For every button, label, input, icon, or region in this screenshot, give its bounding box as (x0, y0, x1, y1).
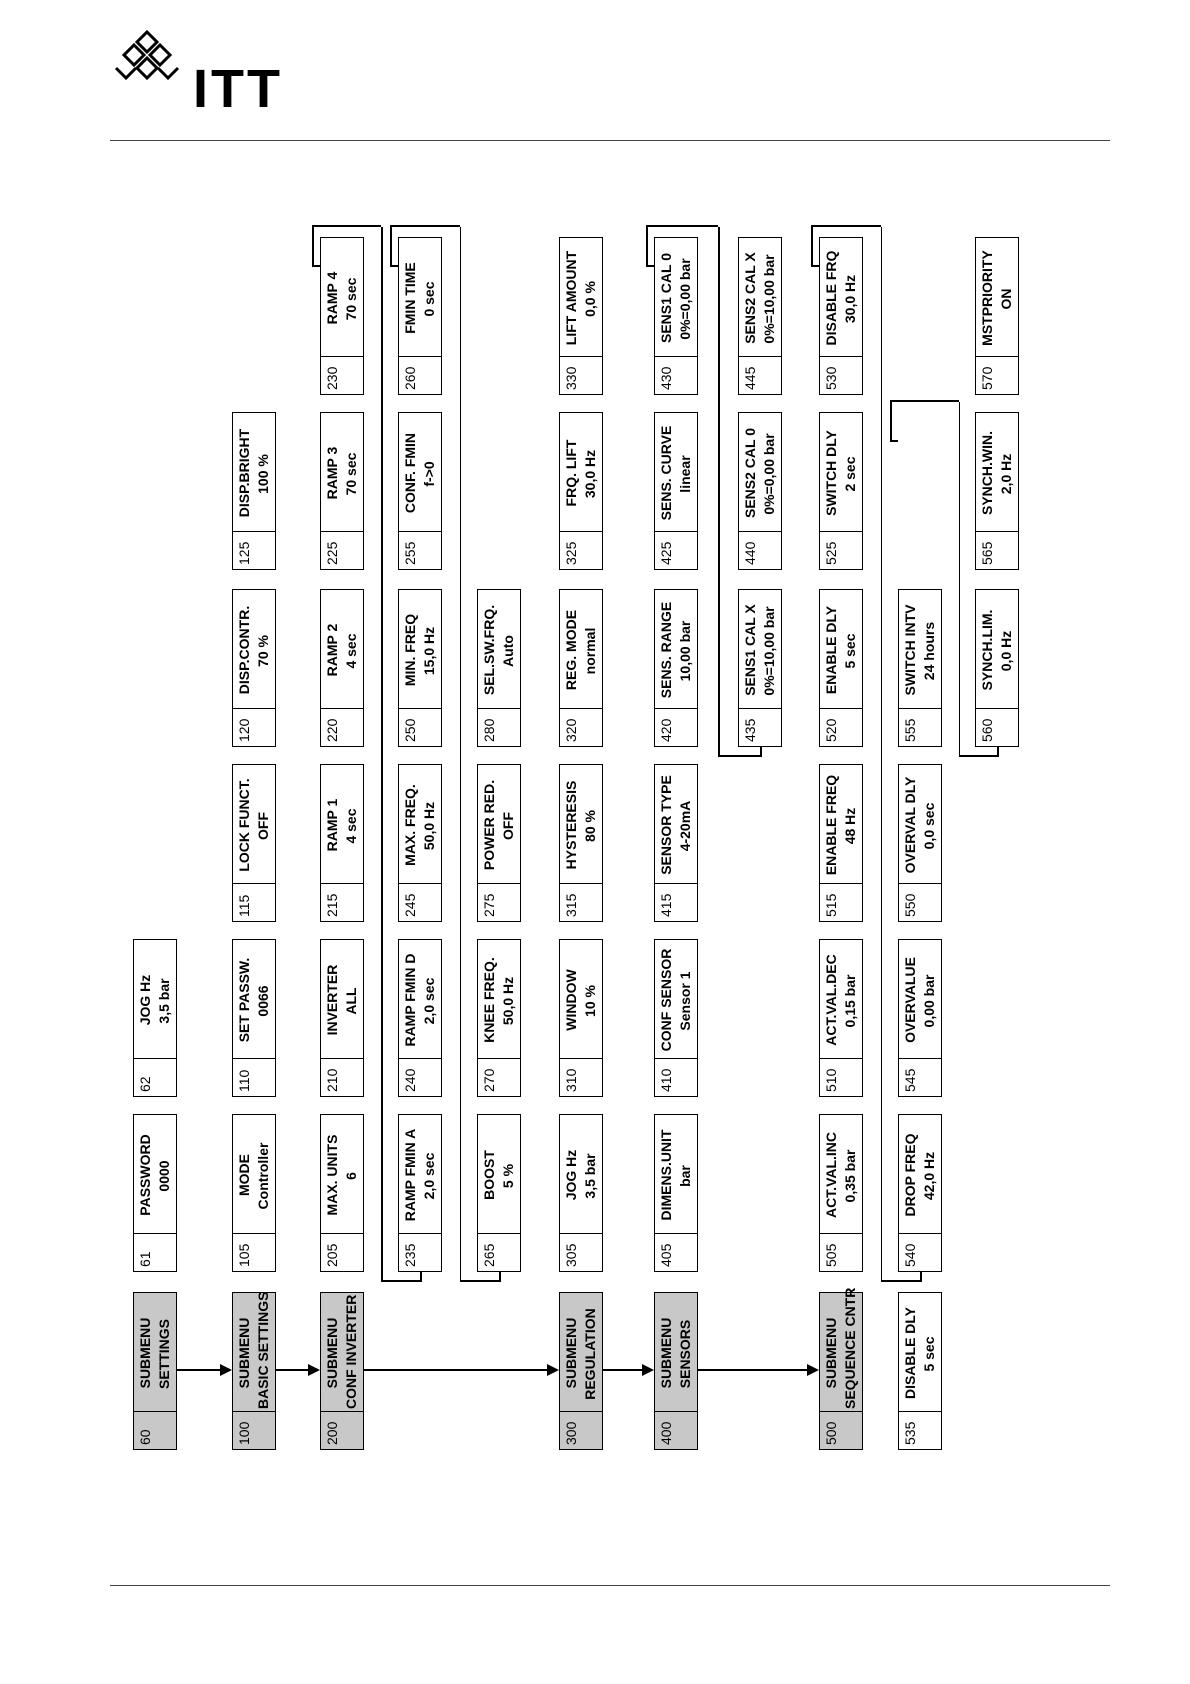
connector-line (390, 227, 392, 267)
parameter-number: 330 (560, 356, 602, 394)
submenu-box (232, 1292, 276, 1450)
connector-line (698, 1369, 809, 1371)
connector-line (603, 1369, 644, 1371)
submenu-box (320, 1292, 364, 1450)
connector-line (920, 1272, 922, 1282)
parameter-value: 2,0 sec (421, 977, 437, 1025)
parameter-value: 15,0 Hz (421, 626, 437, 676)
parameter-value: 0,35 bar (842, 1149, 858, 1203)
parameter-value: 5 % (500, 1163, 516, 1189)
parameter-value: normal (582, 627, 598, 675)
parameter-number: 565 (976, 531, 1018, 569)
menu-parameter-box (320, 1114, 364, 1272)
parameter-name: SENS. RANGE (658, 601, 674, 699)
parameter-name: SYNCH.WIN. (979, 431, 995, 515)
parameter-name: JOG Hz (137, 974, 153, 1026)
parameter-value: 0,0 sec (921, 802, 937, 850)
connector-line (997, 747, 999, 757)
parameter-number: 550 (899, 883, 941, 921)
menu-parameter-box (738, 589, 782, 747)
parameter-number: 320 (560, 708, 602, 746)
parameter-number: 425 (655, 531, 697, 569)
footer-rule (110, 1585, 1110, 1586)
parameter-number: 315 (560, 883, 602, 921)
parameter-number: 125 (233, 531, 275, 569)
parameter-number: 240 (399, 1058, 441, 1096)
flow-arrow-icon (220, 1364, 232, 1376)
menu-parameter-box (654, 1114, 698, 1272)
parameter-value: 0066 (255, 985, 271, 1017)
parameter-number: 300 (560, 1411, 602, 1449)
menu-parameter-box (477, 1114, 521, 1272)
parameter-number: 430 (655, 356, 697, 394)
parameter-value: 5 sec (921, 1336, 937, 1372)
parameter-value: SEQUENCE CNTR (842, 1287, 858, 1409)
parameter-number: 110 (233, 1058, 275, 1096)
connector-line (646, 227, 648, 267)
parameter-name: SUBMENU (658, 1317, 674, 1389)
parameter-name: SENS. CURVE (658, 425, 674, 521)
parameter-value: 48 Hz (842, 807, 858, 845)
menu-parameter-box (559, 412, 603, 570)
parameter-value: 4 sec (343, 633, 359, 669)
parameter-number: 105 (233, 1233, 275, 1271)
parameter-value: 80 % (582, 810, 598, 842)
connector-line (718, 755, 760, 757)
parameter-number: 250 (399, 708, 441, 746)
menu-parameter-box (398, 764, 442, 922)
connector-line (177, 1369, 222, 1371)
parameter-number: 410 (655, 1058, 697, 1096)
parameter-number: 120 (233, 708, 275, 746)
parameter-number: 200 (321, 1411, 363, 1449)
parameter-number: 230 (321, 356, 363, 394)
menu-parameter-box (398, 237, 442, 395)
parameter-name: POWER RED. (481, 779, 497, 871)
parameter-name: SENS1 CAL 0 (658, 253, 674, 343)
parameter-name: WINDOW (563, 969, 579, 1031)
menu-parameter-box (898, 589, 942, 747)
parameter-name: DISABLE FRQ (823, 250, 839, 346)
menu-parameter-box (819, 237, 863, 395)
parameter-name: CONF SENSOR (658, 948, 674, 1052)
parameter-number: 270 (478, 1058, 520, 1096)
parameter-value: 50,0 Hz (500, 976, 516, 1026)
parameter-name: RAMP FMIN A (402, 1128, 418, 1222)
parameter-name: MAX. UNITS (324, 1134, 340, 1216)
menu-parameter-box (232, 1114, 276, 1272)
parameter-value: Sensor 1 (677, 971, 693, 1031)
parameter-value: 100 % (255, 454, 271, 494)
menu-parameter-box (654, 764, 698, 922)
parameter-number: 265 (478, 1233, 520, 1271)
parameter-number: 525 (820, 531, 862, 569)
parameter-name: ENABLE DLY (823, 605, 839, 695)
parameter-name: DISABLE DLY (902, 1306, 918, 1400)
connector-line (381, 227, 383, 1282)
flow-arrow-icon (642, 1364, 654, 1376)
parameter-value: 0000 (156, 1160, 172, 1192)
connector-line (760, 747, 762, 757)
submenu-box (133, 1292, 177, 1450)
parameter-value: 70 sec (343, 277, 359, 321)
parameter-value: 5 sec (842, 633, 858, 669)
parameter-number: 260 (399, 356, 441, 394)
parameter-name: DROP FREQ (902, 1133, 918, 1217)
parameter-name: OVERVAL DLY (902, 776, 918, 874)
parameter-value: 3,5 bar (582, 1153, 598, 1199)
parameter-number: 545 (899, 1058, 941, 1096)
parameter-number: 510 (820, 1058, 862, 1096)
connector-line (390, 225, 460, 227)
parameter-value: 42,0 Hz (921, 1151, 937, 1201)
connector-line (312, 225, 381, 227)
parameter-value: f->0 (421, 461, 437, 487)
menu-parameter-box (398, 1114, 442, 1272)
parameter-value: REGULATION (582, 1308, 598, 1400)
parameter-name: LOCK FUNCT. (236, 778, 252, 872)
menu-parameter-box (559, 939, 603, 1097)
menu-parameter-box (232, 412, 276, 570)
menu-parameter-box (819, 589, 863, 747)
parameter-name: INVERTER (324, 964, 340, 1036)
parameter-number: 445 (739, 356, 781, 394)
menu-parameter-box (320, 589, 364, 747)
parameter-number: 570 (976, 356, 1018, 394)
parameter-value: 0,15 bar (842, 974, 858, 1028)
parameter-name: RAMP 4 (324, 271, 340, 325)
connector-line (460, 1280, 500, 1282)
parameter-number: 560 (976, 708, 1018, 746)
parameter-value: 0%=10,00 bar (761, 606, 777, 696)
parameter-number: 215 (321, 883, 363, 921)
menu-parameter-box (738, 412, 782, 570)
parameter-name: REG. MODE (563, 609, 579, 691)
parameter-number: 100 (233, 1411, 275, 1449)
parameter-number: 505 (820, 1233, 862, 1271)
menu-parameter-box (738, 237, 782, 395)
connector-line (890, 400, 959, 402)
connector-line (718, 227, 720, 757)
parameter-number: 540 (899, 1233, 941, 1271)
parameter-value: ON (998, 288, 1014, 310)
menu-parameter-box (898, 1292, 942, 1450)
parameter-number: 305 (560, 1233, 602, 1271)
parameter-name: SWITCH DLY (823, 430, 839, 516)
parameter-name: ACT.VAL.DEC (823, 954, 839, 1046)
menu-parameter-box (975, 412, 1019, 570)
parameter-number: 245 (399, 883, 441, 921)
parameter-value: 2 sec (842, 456, 858, 492)
parameter-name: SYNCH.LIM. (979, 609, 995, 691)
parameter-number: 415 (655, 883, 697, 921)
parameter-name: RAMP 2 (324, 623, 340, 677)
flow-arrow-icon (547, 1364, 559, 1376)
parameter-number: 275 (478, 883, 520, 921)
menu-parameter-box (559, 764, 603, 922)
menu-parameter-box (559, 1114, 603, 1272)
menu-parameter-box (654, 237, 698, 395)
menu-parameter-box (975, 237, 1019, 395)
parameter-number: 435 (739, 708, 781, 746)
flow-arrow-icon (807, 1364, 819, 1376)
parameter-number: 500 (820, 1411, 862, 1449)
menu-parameter-box (898, 764, 942, 922)
parameter-value: Controller (255, 1142, 271, 1210)
menu-parameter-box (398, 589, 442, 747)
menu-parameter-box (654, 412, 698, 570)
submenu-box (559, 1292, 603, 1450)
parameter-name: SUBMENU (823, 1317, 839, 1389)
parameter-number: 555 (899, 708, 941, 746)
submenu-box (819, 1287, 863, 1450)
itt-logo-icon (112, 28, 182, 98)
parameter-name: SWITCH INTV (902, 604, 918, 696)
menu-parameter-box (559, 589, 603, 747)
parameter-name: SET PASSW. (236, 957, 252, 1043)
parameter-name: RAMP 3 (324, 446, 340, 500)
parameter-name: KNEE FREQ. (481, 957, 497, 1043)
parameter-value: SETTINGS (156, 1319, 172, 1390)
menu-parameter-box (477, 589, 521, 747)
parameter-number: 440 (739, 531, 781, 569)
parameter-number: 225 (321, 531, 363, 569)
menu-parameter-box (320, 237, 364, 395)
parameter-value: OFF (255, 812, 271, 840)
menu-parameter-box (819, 412, 863, 570)
parameter-number: 310 (560, 1058, 602, 1096)
parameter-value: 0,0 % (582, 281, 598, 317)
parameter-name: ENABLE FREQ (823, 774, 839, 876)
parameter-number: 520 (820, 708, 862, 746)
parameter-name: SENSOR TYPE (658, 775, 674, 875)
parameter-name: SUBMENU (236, 1317, 252, 1389)
menu-structure-diagram (115, 185, 1080, 1455)
parameter-value: BASIC SETTINGS (255, 1291, 271, 1409)
parameter-value: 0,0 Hz (998, 630, 1014, 672)
parameter-number: 220 (321, 708, 363, 746)
menu-parameter-box (232, 939, 276, 1097)
parameter-value: Auto (500, 635, 516, 667)
parameter-name: RAMP FMIN D (402, 953, 418, 1047)
connector-line (460, 227, 462, 1282)
menu-parameter-box (133, 1114, 177, 1272)
menu-parameter-box (232, 764, 276, 922)
parameter-value: 70 % (255, 635, 271, 667)
parameter-value: CONF INVERTER (343, 1294, 359, 1409)
parameter-name: DISP.CONTR. (236, 605, 252, 695)
parameter-name: FRQ. LIFT (563, 439, 579, 507)
menu-parameter-box (477, 939, 521, 1097)
parameter-number: 530 (820, 356, 862, 394)
connector-line (364, 1369, 549, 1371)
parameter-number: 205 (321, 1233, 363, 1271)
menu-parameter-box (559, 237, 603, 395)
menu-parameter-box (232, 589, 276, 747)
parameter-number: 535 (899, 1411, 941, 1449)
parameter-number: 235 (399, 1233, 441, 1271)
parameter-name: PASSWORD (137, 1134, 153, 1216)
parameter-name: RAMP 1 (324, 798, 340, 852)
parameter-value: 0 sec (421, 281, 437, 317)
connector-line (420, 1272, 422, 1282)
parameter-value: 6 (343, 1172, 359, 1180)
parameter-name: SUBMENU (137, 1317, 153, 1389)
parameter-name: SEL.SW.FRQ. (481, 604, 497, 696)
logo-text: ITT (193, 59, 283, 119)
parameter-value: 2,0 Hz (998, 453, 1014, 495)
parameter-name: BOOST (481, 1150, 497, 1200)
menu-parameter-box (398, 412, 442, 570)
menu-parameter-box (320, 412, 364, 570)
connector-line (499, 1272, 501, 1282)
connector-line (811, 227, 813, 267)
parameter-value: SENSORS (677, 1319, 693, 1389)
parameter-value: ALL (343, 987, 359, 1015)
parameter-value: 4-20mA (677, 800, 693, 852)
connector-line (381, 1280, 420, 1282)
parameter-name: DIMENS.UNIT (658, 1129, 674, 1221)
menu-parameter-box (398, 939, 442, 1097)
parameter-number: 515 (820, 883, 862, 921)
connector-line (646, 225, 718, 227)
parameter-name: DISP.BRIGHT (236, 428, 252, 518)
parameter-value: 50,0 Hz (421, 801, 437, 851)
parameter-value: 24 hours (921, 621, 937, 681)
menu-parameter-box (819, 1114, 863, 1272)
parameter-value: 0%=0,00 bar (761, 433, 777, 515)
menu-parameter-box (320, 764, 364, 922)
parameter-value: 3,5 bar (156, 978, 172, 1024)
parameter-number: 255 (399, 531, 441, 569)
parameter-value: 70 sec (343, 452, 359, 496)
connector-line (959, 755, 998, 757)
parameter-number: 400 (655, 1411, 697, 1449)
parameter-name: FMIN TIME (402, 262, 418, 334)
parameter-number: 420 (655, 708, 697, 746)
menu-parameter-box (320, 939, 364, 1097)
parameter-value: 0,00 bar (921, 974, 937, 1028)
menu-parameter-box (654, 589, 698, 747)
menu-parameter-box (819, 939, 863, 1097)
parameter-value: linear (677, 455, 693, 493)
parameter-value: 4 sec (343, 808, 359, 844)
menu-parameter-box (898, 1114, 942, 1272)
parameter-name: SENS2 CAL X (742, 252, 758, 344)
parameter-number: 115 (233, 883, 275, 921)
parameter-name: MODE (236, 1154, 252, 1196)
header-rule (110, 140, 1110, 141)
menu-parameter-box (477, 764, 521, 922)
parameter-value: 0%=10,00 bar (761, 254, 777, 344)
parameter-name: MSTPRIORITY (979, 250, 995, 346)
parameter-name: CONF. FMIN (402, 432, 418, 514)
parameter-name: ACT.VAL.INC (823, 1131, 839, 1219)
submenu-box (654, 1292, 698, 1450)
parameter-name: SENS2 CAL 0 (742, 428, 758, 518)
parameter-name: OVERVALUE (902, 957, 918, 1043)
connector-line (959, 402, 961, 757)
parameter-value: 10,00 bar (677, 620, 693, 682)
parameter-value: 2,0 sec (421, 1152, 437, 1200)
parameter-number: 61 (134, 1233, 176, 1271)
parameter-value: 10 % (582, 985, 598, 1017)
connector-line (276, 1369, 310, 1371)
parameter-number: 62 (134, 1058, 176, 1096)
parameter-value: bar (677, 1165, 693, 1187)
connector-line (881, 227, 883, 1282)
menu-parameter-box (975, 589, 1019, 747)
parameter-number: 60 (134, 1411, 176, 1449)
menu-parameter-box (133, 939, 177, 1097)
parameter-name: SUBMENU (563, 1317, 579, 1389)
connector-line (312, 227, 314, 267)
parameter-value: 30,0 Hz (842, 274, 858, 324)
menu-parameter-box (898, 939, 942, 1097)
flow-arrow-icon (308, 1364, 320, 1376)
menu-parameter-box (654, 939, 698, 1097)
parameter-name: MIN. FREQ (402, 613, 418, 687)
parameter-number: 210 (321, 1058, 363, 1096)
parameter-value: 0%=0,00 bar (677, 258, 693, 340)
parameter-name: LIFT AMOUNT (563, 250, 579, 346)
connector-line (890, 402, 892, 442)
parameter-name: SUBMENU (324, 1317, 340, 1389)
parameter-name: HYSTERESIS (563, 780, 579, 870)
parameter-name: JOG Hz (563, 1149, 579, 1201)
parameter-name: SENS1 CAL X (742, 604, 758, 696)
parameter-value: 30,0 Hz (582, 449, 598, 499)
parameter-value: OFF (500, 812, 516, 840)
connector-line (881, 1280, 921, 1282)
connector-line (811, 225, 881, 227)
parameter-number: 280 (478, 708, 520, 746)
parameter-number: 405 (655, 1233, 697, 1271)
parameter-name: MAX. FREQ. (402, 784, 418, 866)
parameter-number: 325 (560, 531, 602, 569)
menu-parameter-box (819, 764, 863, 922)
